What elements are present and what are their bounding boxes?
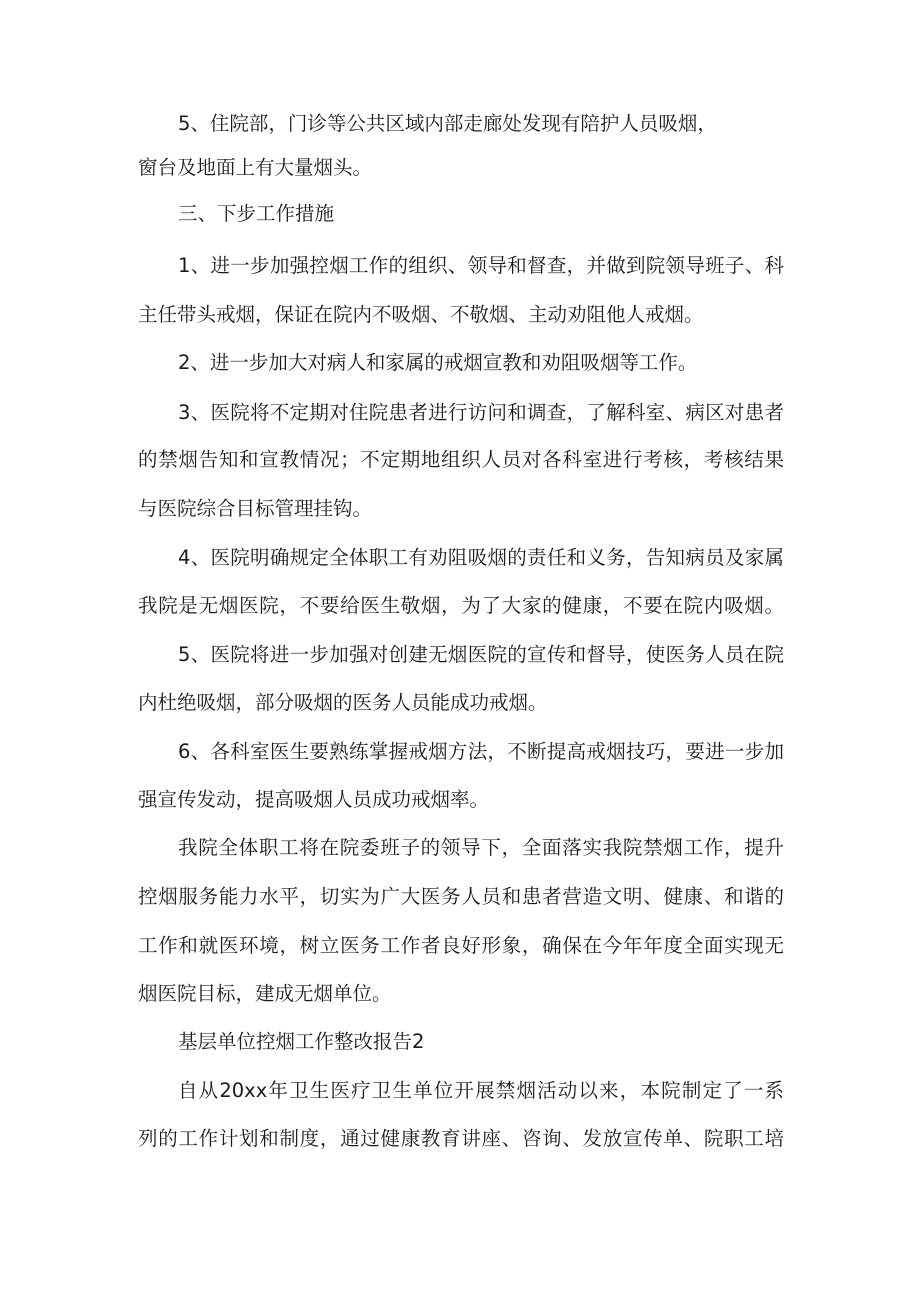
text-line: 我院全体职工将在院委班子的领导下，全面落实我院禁烟工作，提升 bbox=[178, 836, 784, 859]
text-line: 主任带头戒烟，保证在院内不吸烟、不敬烟、主动劝阻他人戒烟。 bbox=[138, 303, 704, 326]
text-line: 1、进一步加强控烟工作的组织、领导和督查，并做到院领导班子、科 bbox=[178, 254, 784, 277]
text-line: 控烟服务能力水平，切实为广大医务人员和患者营造文明、健康、和谐的 bbox=[138, 885, 784, 908]
text-line: 5、医院将进一步加强对创建无烟医院的宣传和督导，使医务人员在院 bbox=[178, 643, 784, 666]
text-line: 工作和就医环境，树立医务工作者良好形象，确保在今年年度全面实现无 bbox=[138, 934, 784, 957]
text-line: 6、各科室医生要熟练掌握戒烟方法，不断提高戒烟技巧，要进一步加 bbox=[178, 740, 784, 763]
text-line: 5、住院部，门诊等公共区域内部走廊处发现有陪护人员吸烟， bbox=[178, 112, 717, 135]
text-line: 4、医院明确规定全体职工有劝阻吸烟的责任和义务，告知病员及家属 bbox=[178, 546, 784, 569]
text-line: 窗台及地面上有大量烟头。 bbox=[138, 156, 373, 179]
text-line: 烟医院目标，建成无烟单位。 bbox=[138, 982, 392, 1005]
text-line: 强宣传发动，提高吸烟人员成功戒烟率。 bbox=[138, 788, 490, 811]
text-line: 2、进一步加大对病人和家属的戒烟宣教和劝阻吸烟等工作。 bbox=[178, 351, 698, 374]
text-line: 内杜绝吸烟，部分吸烟的医务人员能成功戒烟。 bbox=[138, 691, 548, 714]
report-title: 基层单位控烟工作整改报告2 bbox=[178, 1030, 425, 1053]
section-heading: 三、下步工作措施 bbox=[178, 202, 335, 225]
text-line: 自从20xx年卫生医疗卫生单位开展禁烟活动以来，本院制定了一系 bbox=[178, 1079, 784, 1102]
text-line: 3、医院将不定期对住院患者进行访问和调查，了解科室、病区对患者 bbox=[178, 401, 784, 424]
text-line: 与医院综合目标管理挂钩。 bbox=[138, 497, 373, 520]
text-line: 列的工作计划和制度，通过健康教育讲座、咨询、发放宣传单、院职工培 bbox=[138, 1127, 784, 1150]
text-line: 的禁烟告知和宣教情况；不定期地组织人员对各科室进行考核，考核结果 bbox=[138, 448, 784, 471]
text-line: 我院是无烟医院，不要给医生敬烟，为了大家的健康，不要在院内吸烟。 bbox=[138, 594, 784, 617]
